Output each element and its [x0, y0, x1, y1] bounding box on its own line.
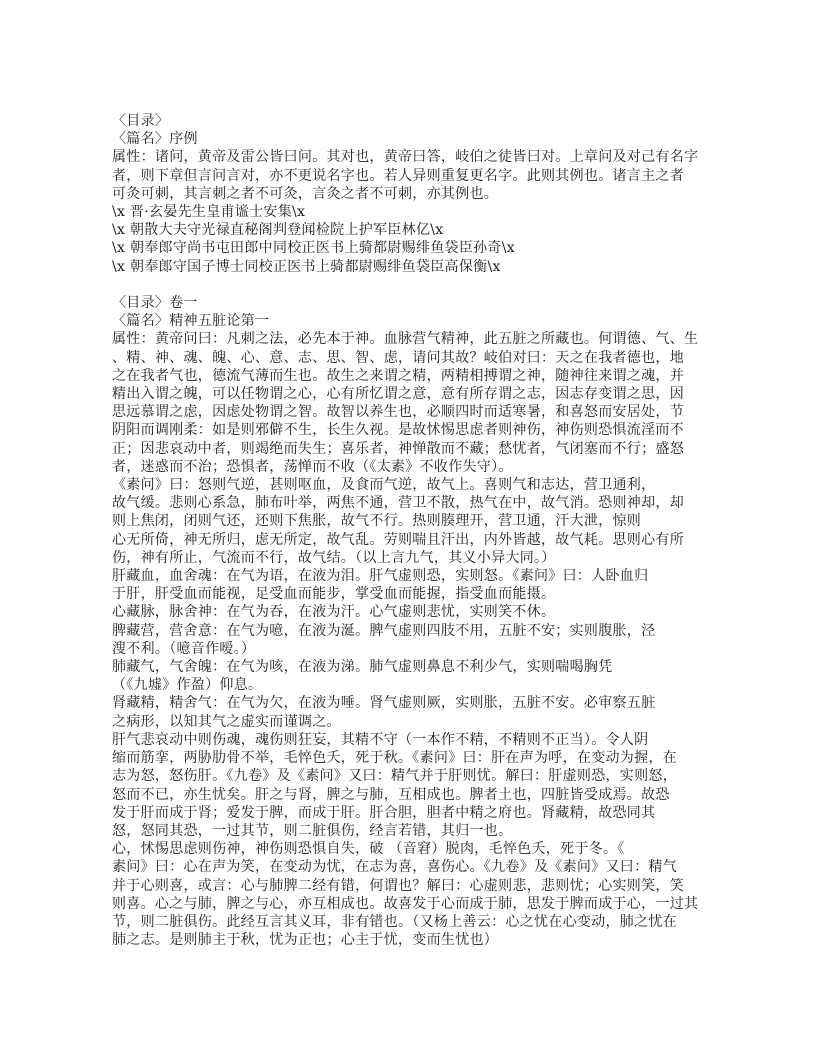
text-line: 精出入谓之魄，可以任物谓之心，心有所忆谓之意，意有所存谓之志，因志存变谓之思，因: [112, 386, 684, 403]
text-line: 心藏脉，脉舍神：在气为吞，在液为汗。心气虚则悲忧，实则笑不休。: [112, 604, 556, 621]
text-line: 肝气悲哀动中则伤魂，魂伤则狂妄，其精不守（一本作不精，不精则不正当）。令人阴: [112, 731, 649, 748]
text-line: 肾藏精，精舍气：在气为欠，在液为唾。肾气虚则厥，实则胀，五脏不安。必审察五脏: [112, 695, 656, 712]
text-line: 心无所倚，神无所归，虑无所定，故气乱。劳则喘且汗出，内外皆越，故气耗。思则心有所: [112, 531, 684, 548]
text-line: 故气缓。悲则心系急，肺布叶举，两焦不通，营卫不散，热气在中，故气消。恐则神却，却: [112, 495, 684, 512]
text-line: 脾藏营，营舍意：在气为噫，在液为涎。脾气虚则四肢不用，五脏不安；实则腹胀，泾: [112, 622, 656, 639]
text-line: 〈目录〉卷一: [112, 295, 198, 312]
text-line: 肺藏气，气舍魄：在气为咳，在液为涕。肺气虚则鼻息不利少气，实则喘喝胸凭: [112, 659, 613, 676]
text-line: 者，则下章但言问言对，亦不更说名字也。若人异则重复更名字。此则其例也。诸言主之者: [112, 167, 684, 184]
text-line: 志为怒，怒伤肝。《九卷》及《素问》又曰：精气并于肝则忧。解曰：肝虚则恐，实则怒，: [112, 768, 677, 785]
text-line: 肝藏血，血舍魂：在气为语，在液为泪。肝气虚则恐，实则怒。《素问》曰：人卧血归: [112, 568, 649, 585]
text-line: 缩而筋挛，两胁肋骨不举，毛悴色夭，死于秋。《素问》曰：肝在声为呼，在变动为握，在: [112, 750, 677, 767]
text-line: 溲不利。（噫音作嗳。）: [112, 640, 256, 657]
text-line: 于肝，肝受血而能视，足受血而能步，掌受血而能握，指受血而能摄。: [112, 586, 556, 603]
text-line: \x 朝奉郎守国子博士同校正医书上骑都尉赐绯鱼袋臣高保衡\x: [112, 258, 501, 275]
text-line: 属性：诸问，黄帝及雷公皆曰问。其对也，黄帝曰答，岐伯之徒皆曰对。上章问及对己有名字: [112, 149, 699, 166]
text-line: 并于心则喜，或言：心与肺脾二经有错，何谓也？解曰：心虚则悲，悲则忧；心实则笑，笑: [112, 877, 684, 894]
text-line: 属性：黄帝问曰：凡刺之法，必先本于神。血脉营气精神，此五脏之所藏也。何谓德、气、生: [112, 331, 699, 348]
text-line: 〈目录〉: [112, 113, 170, 129]
text-line: 〈篇名〉精神五脏论第一: [112, 313, 270, 330]
text-line: 思远慕谓之虑，因虑处物谓之智。故智以养生也，必顺四时而适寒暑，和喜怒而安居处，节: [112, 404, 684, 421]
blank-line: [112, 276, 776, 294]
text-line: 〈篇名〉序例: [112, 131, 198, 148]
text-line: 伤，神有所止，气流而不行，故气结。（以上言九气，其义小异大同。）: [112, 549, 556, 566]
text-line: 之在我者气也，德流气薄而生也。故生之来谓之精，两精相搏谓之神，随神往来谓之魂，并: [112, 367, 684, 384]
text-line: 则喜。心之与肺，脾之与心，亦互相成也。故喜发于心而成于肺，思发于脾而成于心，一过其: [112, 895, 699, 912]
text-line: 可灸可刺，其言刺之者不可灸，言灸之者不可刺，亦其例也。: [112, 185, 499, 202]
text-line: 《素问》曰：怒则气逆，甚则呕血，及食而气逆，故气上。喜则气和志达，营卫通利，: [112, 477, 656, 494]
document-text: [112, 112, 776, 949]
text-line: 则上焦闭，闭则气还，还则下焦胀，故气不行。热则腠理开，营卫通，汗大泄，惊则: [112, 513, 642, 530]
text-line: 正；因悲哀动中者，则竭绝而失生；喜乐者，神惮散而不藏；愁忧者，气闭塞而不行；盛怒: [112, 440, 684, 457]
text-line: 素问》曰：心在声为笑，在变动为忧，在志为喜，喜伤心。《九卷》及《素问》又曰：精气: [112, 859, 677, 876]
text-line: 心，怵惕思虑则伤神，神伤则恐惧自失，破 （音窘）脱肉，毛悴色夭，死于冬。《: [112, 841, 625, 858]
text-line: 之病形，以知其气之虚实而谨调之。: [112, 713, 341, 730]
text-line: 阴阳而调刚柔：如是则邪僻不生，长生久视。是故怵惕思虑者则神伤，神伤则恐惧流淫而不: [112, 422, 684, 439]
text-line: 怒而不已，亦生忧矣。肝之与肾，脾之与肺，互相成也。脾者土也，四脏皆受成焉。故恐: [112, 786, 670, 803]
text-line: \x 朝奉郎守尚书屯田郎中同校正医书上骑都尉赐绯鱼袋臣孙奇\x: [112, 240, 515, 257]
text-line: （《九墟》作盈）仰息。: [112, 677, 263, 694]
text-line: 肺之志。是则肺主于秋，忧为正也；心主于忧，变而生忧也）: [112, 932, 499, 949]
text-line: 、精、神、魂、魄、心、意、志、思、智、虑，请问其故？岐伯对曰：天之在我者德也，地: [112, 349, 684, 366]
text-line: 节，则二脏俱伤。此经互言其义耳，非有错也。（又杨上善云：心之忧在心变动，肺之忧在: [112, 913, 677, 930]
text-line: 者，迷惑而不治；恐惧者，荡惮而不收（《太素》不收作失守）。: [112, 458, 513, 475]
text-line: 发于肝而成于肾；爱发于脾，而成于肝。肝合胆，胆者中精之府也。肾藏精，故恐同其: [112, 804, 656, 821]
text-line: \x 晋·玄晏先生皇甫谧士安集\x: [112, 204, 306, 221]
text-line: \x 朝散大夫守光禄直秘阁判登闻检院上护军臣林亿\x: [112, 222, 444, 239]
text-line: 怒，怒同其恐，一过其节，则二脏俱伤，经言若错，其归一也。: [112, 822, 513, 839]
